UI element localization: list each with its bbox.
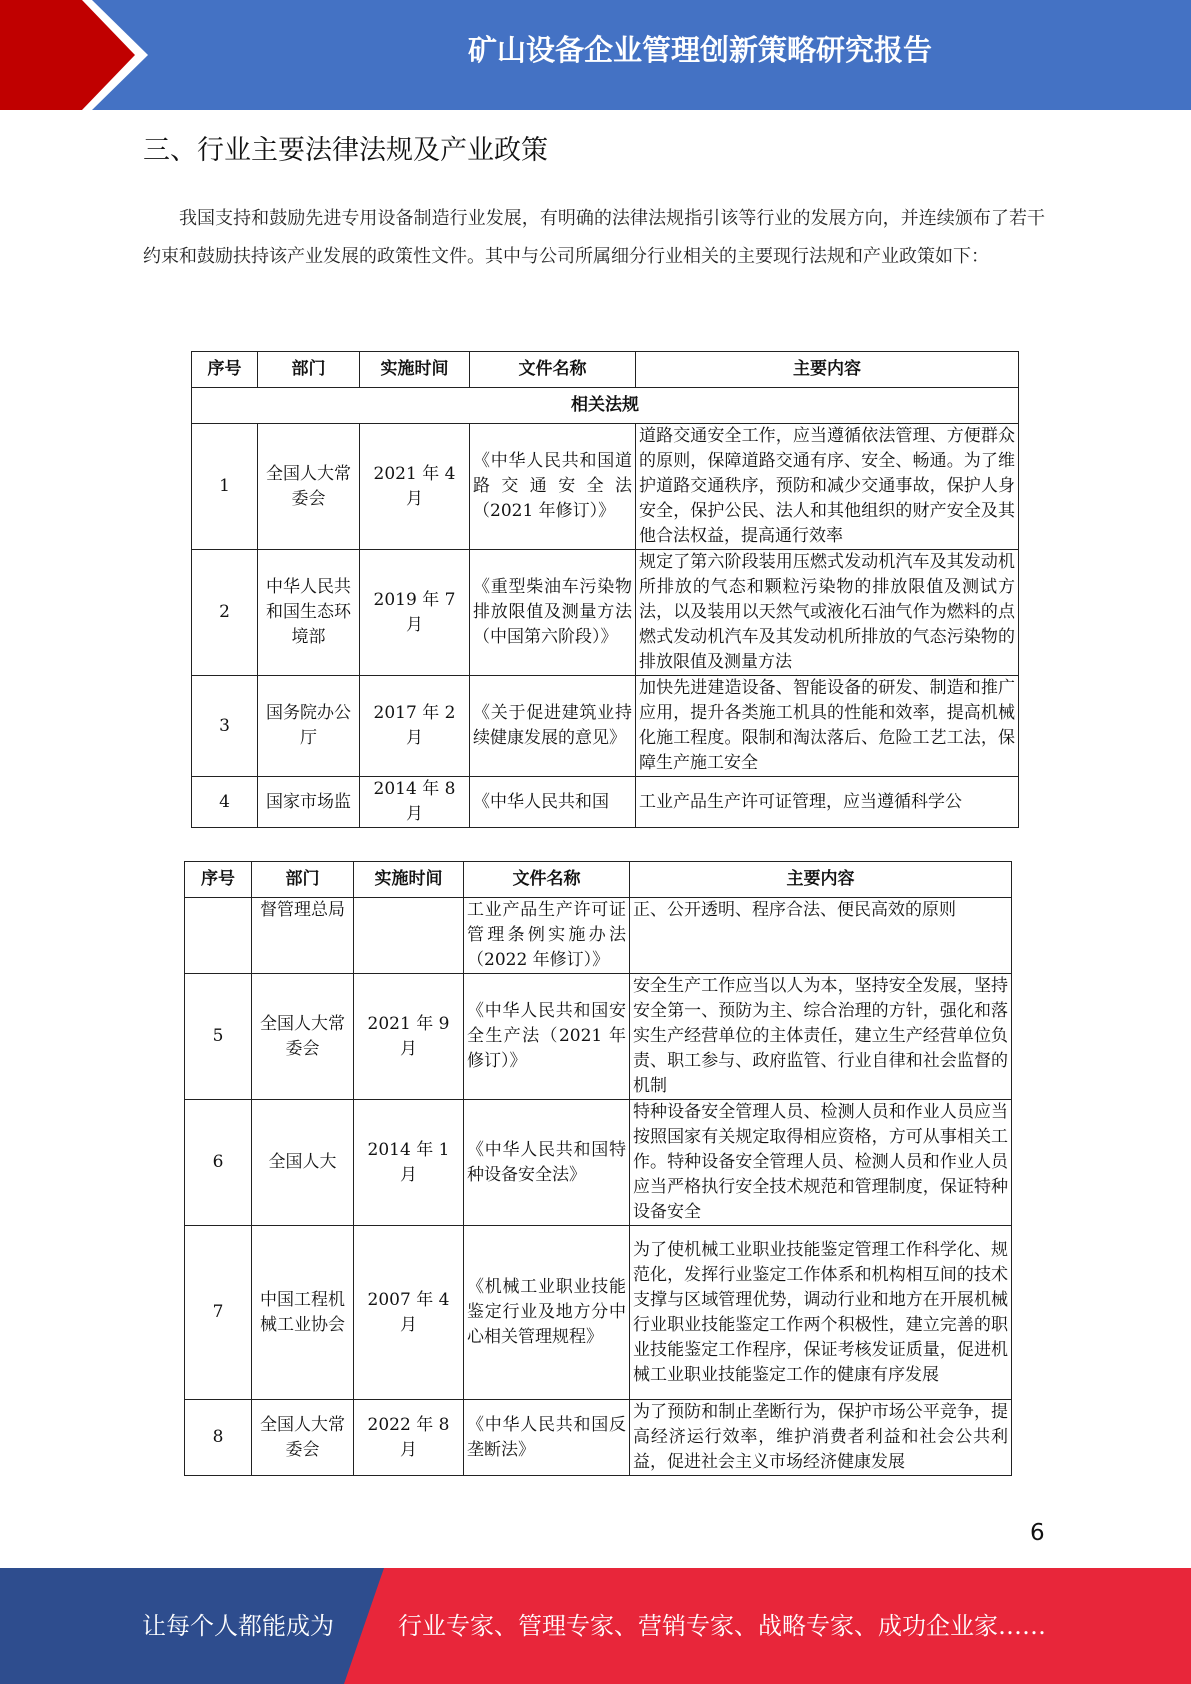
row-content: 加快先进建造设备、智能设备的研发、制造和推广应用，提升各类施工机具的性能和效率，提高机械化施工程度。限制和淘汰落后、危险工艺工法，保障生产施工安全 (636, 676, 1019, 777)
header-content: 主要内容 (630, 862, 1012, 898)
row-doc: 《中华人民共和国特种设备安全法》 (464, 1100, 630, 1226)
row-dept: 中华人民共和国生态环境部 (258, 550, 360, 676)
row-no: 2 (192, 550, 258, 676)
page-number: 6 (1030, 1520, 1045, 1546)
row-no (185, 898, 252, 974)
row-dept: 国家市场监 (258, 777, 360, 828)
row-content: 安全生产工作应当以人为本，坚持安全发展，坚持安全第一、预防为主、综合治理的方针，强化和落实生产经营单位的主体责任，建立生产经营单位负责、职工参与、政府监管、行业自律和社会监督的机制 (630, 974, 1012, 1100)
row-no: 3 (192, 676, 258, 777)
row-dept: 中国工程机械工业协会 (252, 1226, 354, 1400)
row-doc: 《中华人民共和国 (470, 777, 636, 828)
row-doc: 《中华人民共和国反垄断法》 (464, 1400, 630, 1476)
row-dept: 全国人大常委会 (252, 974, 354, 1100)
report-title: 矿山设备企业管理创新策略研究报告 (467, 33, 932, 67)
row-content: 规定了第六阶段装用压燃式发动机汽车及其发动机所排放的气态和颗粒污染物的排放限值及测试方法，以及装用以天然气或液化石油气作为燃料的点燃式发动机汽车及其发动机所排放的气态污染物的排放限值及测量方法 (636, 550, 1019, 676)
page-header (0, 0, 1191, 110)
table-row (192, 676, 1019, 777)
header-date: 实施时间 (354, 862, 464, 898)
row-dept: 全国人大 (252, 1100, 354, 1226)
header-dept: 部门 (252, 862, 354, 898)
row-no: 5 (185, 974, 252, 1100)
table-row (192, 424, 1019, 550)
table-row (185, 1226, 1012, 1400)
row-date: 2021 年 4 月 (360, 424, 470, 550)
row-doc: 工业产品生产许可证管理条例实施办法（2022 年修订）》 (464, 898, 630, 974)
row-content: 工业产品生产许可证管理，应当遵循科学公 (636, 777, 1019, 828)
regulations-table-1 (191, 351, 1019, 828)
table-header-row (185, 862, 1012, 898)
row-content: 为了使机械工业职业技能鉴定管理工作科学化、规范化，发挥行业鉴定工作体系和机构相互间的技术支撑与区域管理优势，调动行业和地方在开展机械行业职业技能鉴定工作两个积极性，建立完善的职业技能鉴定工作程序，保证考核发证质量，促进机械工业职业技能鉴定工作的健康有序发展 (630, 1226, 1012, 1400)
row-content: 特种设备安全管理人员、检测人员和作业人员应当按照国家有关规定取得相应资格，方可从事相关工作。特种设备安全管理人员、检测人员和作业人员应当严格执行安全技术规范和管理制度，保证特种设备安全 (630, 1100, 1012, 1226)
row-no: 8 (185, 1400, 252, 1476)
header-dept: 部门 (258, 352, 360, 388)
footer-slogan-left: 让每个人都能成为 (142, 1612, 334, 1640)
row-date: 2021 年 9 月 (354, 974, 464, 1100)
page-footer (0, 1568, 1191, 1684)
row-dept: 国务院办公厅 (258, 676, 360, 777)
row-content: 道路交通安全工作，应当遵循依法管理、方便群众的原则，保障道路交通有序、安全、畅通。为了维护道路交通秩序，预防和减少交通事故，保护人身安全，保护公民、法人和其他组织的财产安全及其他合法权益，提高通行效率 (636, 424, 1019, 550)
header-no: 序号 (192, 352, 258, 388)
header-doc: 文件名称 (470, 352, 636, 388)
row-date: 2014 年 1 月 (354, 1100, 464, 1226)
row-date: 2007 年 4 月 (354, 1226, 464, 1400)
row-date: 2017 年 2 月 (360, 676, 470, 777)
table-row (185, 974, 1012, 1100)
row-content: 正、公开透明、程序合法、便民高效的原则 (630, 898, 1012, 974)
section-heading: 三、行业主要法律法规及产业政策 (143, 135, 548, 166)
regulations-table-2 (184, 861, 1012, 1476)
row-no: 7 (185, 1226, 252, 1400)
header-content: 主要内容 (636, 352, 1019, 388)
row-content: 为了预防和制止垄断行为，保护市场公平竞争，提高经济运行效率，维护消费者利益和社会公共利益，促进社会主义市场经济健康发展 (630, 1400, 1012, 1476)
intro-paragraph: 我国支持和鼓励先进专用设备制造行业发展，有明确的法律法规指引该等行业的发展方向，并连续颁布了若干约束和鼓励扶持该产业发展的政策性文件。其中与公司所属细分行业相关的主要现行法规和产业政策如下： (143, 208, 1045, 267)
header-doc: 文件名称 (464, 862, 630, 898)
row-date: 2022 年 8 月 (354, 1400, 464, 1476)
footer-slogan-right: 行业专家、管理专家、营销专家、战略专家、成功企业家…… (398, 1612, 1046, 1640)
table-row (192, 550, 1019, 676)
header-date: 实施时间 (360, 352, 470, 388)
row-dept: 全国人大常委会 (252, 1400, 354, 1476)
row-dept: 督管理总局 (252, 898, 354, 974)
row-doc: 《机械工业职业技能鉴定行业及地方分中心相关管理规程》 (464, 1226, 630, 1400)
row-doc: 《重型柴油车污染物排放限值及测量方法（中国第六阶段）》 (470, 550, 636, 676)
header-no: 序号 (185, 862, 252, 898)
category-label: 相关法规 (192, 388, 1019, 424)
header-red-chevron (0, 0, 148, 110)
row-date (354, 898, 464, 974)
row-date: 2019 年 7 月 (360, 550, 470, 676)
row-no: 4 (192, 777, 258, 828)
row-no: 1 (192, 424, 258, 550)
row-doc: 《关于促进建筑业持续健康发展的意见》 (470, 676, 636, 777)
table-header-row (192, 352, 1019, 388)
table-row (192, 777, 1019, 828)
table-row (185, 1400, 1012, 1476)
table-row (185, 898, 1012, 974)
row-doc: 《中华人民共和国安全生产法（2021 年修订）》 (464, 974, 630, 1100)
row-no: 6 (185, 1100, 252, 1226)
row-dept: 全国人大常委会 (258, 424, 360, 550)
category-row (192, 388, 1019, 424)
row-doc: 《中华人民共和国道路交通安全法（2021 年修订）》 (470, 424, 636, 550)
table-row (185, 1100, 1012, 1226)
row-date: 2014 年 8 月 (360, 777, 470, 828)
